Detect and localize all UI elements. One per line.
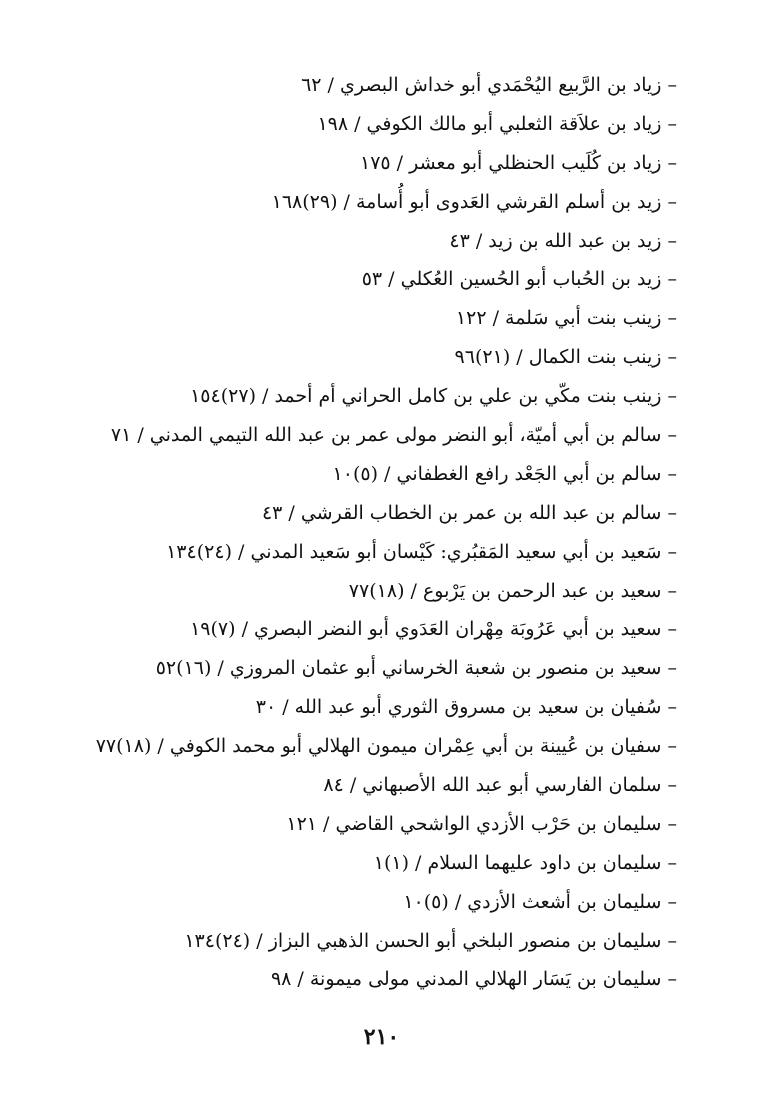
index-entry: – زياد بن الرَّبيع اليُحْمَدي أبو خداش البصري / ٦٢: [301, 74, 677, 96]
index-entry: – زينب بنت مكّي بن علي بن كامل الحراني أم أحمد / (٢٧)١٥٤: [190, 385, 677, 408]
index-entry: – سعيد بن عبد الرحمن بن يَرْبوع / (١٨)٧٧: [348, 579, 677, 602]
index-entry: – سليمان بن منصور البلخي أبو الحسن الذهبي البزاز / (٢٤)١٣٤: [184, 929, 677, 952]
index-entry: – سالم بن عبد الله بن عمر بن الخطاب القرشي / ٤٣: [261, 501, 677, 524]
index-entry: – سلمان الفارسي أبو عبد الله الأصبهاني / ٨٤: [323, 774, 677, 797]
index-entry: – زياد بن كُلَيب الحنظلي أبو معشر / ١٧٥: [360, 151, 677, 174]
index-entry: – زياد بن علاَقة الثعلبي أبو مالك الكوفي / ١٩٨: [317, 112, 677, 135]
index-entry: – سليمان بن أشعث الأزدي / (٥)١٠: [403, 890, 677, 913]
index-entry: – سعيد بن منصور بن شعبة الخرساني أبو عثمان المروزي / (١٦)٥٢: [155, 657, 677, 680]
index-entry: – زينب بنت الكمال / (٢١)٩٦: [454, 346, 677, 369]
index-entry: – سليمان بن داود عليهما السلام / (١)١: [373, 851, 677, 874]
index-entry: – زينب بنت أبي سَلمة / ١٢٢: [455, 307, 677, 330]
index-entry: – زيد بن الحُباب أبو الحُسين العُكلي / ٥٣: [361, 268, 677, 291]
index-entry: – سُفيان بن سعيد بن مسروق الثوري أبو عبد الله / ٣٠: [255, 696, 677, 719]
index-entry: – سليمان بن يَسَار الهلالي المدني مولى ميمونة / ٩٨: [270, 968, 677, 991]
index-entry: – سالم بن أبي الجَعْد رافع الغطفاني / (٥)١٠: [332, 462, 677, 485]
index-entry: – سليمان بن حَرْب الأزدي الواشحي القاضي / ١٢١: [286, 812, 677, 835]
index-entry: – سفيان بن عُيينة بن أبي عِمْران ميمون الهلالي أبو محمد الكوفي / (١٨)٧٧: [95, 735, 677, 758]
page-number: ٢١٠: [363, 1024, 400, 1050]
index-entry-list: [57, 66, 677, 999]
index-entry: – زيد بن عبد الله بن زيد / ٤٣: [449, 229, 677, 252]
index-entry: – زيد بن أسلم القرشي العَدوى أبو أُسامة / (٢٩)١٦٨: [271, 190, 677, 213]
index-entry: – سَعيد بن أبي سعيد المَقبُري: كَيْسان أبو سَعيد المدني / (٢٤)١٣٤: [166, 540, 677, 563]
index-entry: – سالم بن أبي أميّة، أبو النضر مولى عمر بن عبد الله التيمي المدني / ٧١: [110, 424, 677, 447]
index-entry: – سعيد بن أبي عَرُوبَة مِهْران العَدَوي أبو النضر البصري / (٧)١٩: [190, 618, 677, 641]
